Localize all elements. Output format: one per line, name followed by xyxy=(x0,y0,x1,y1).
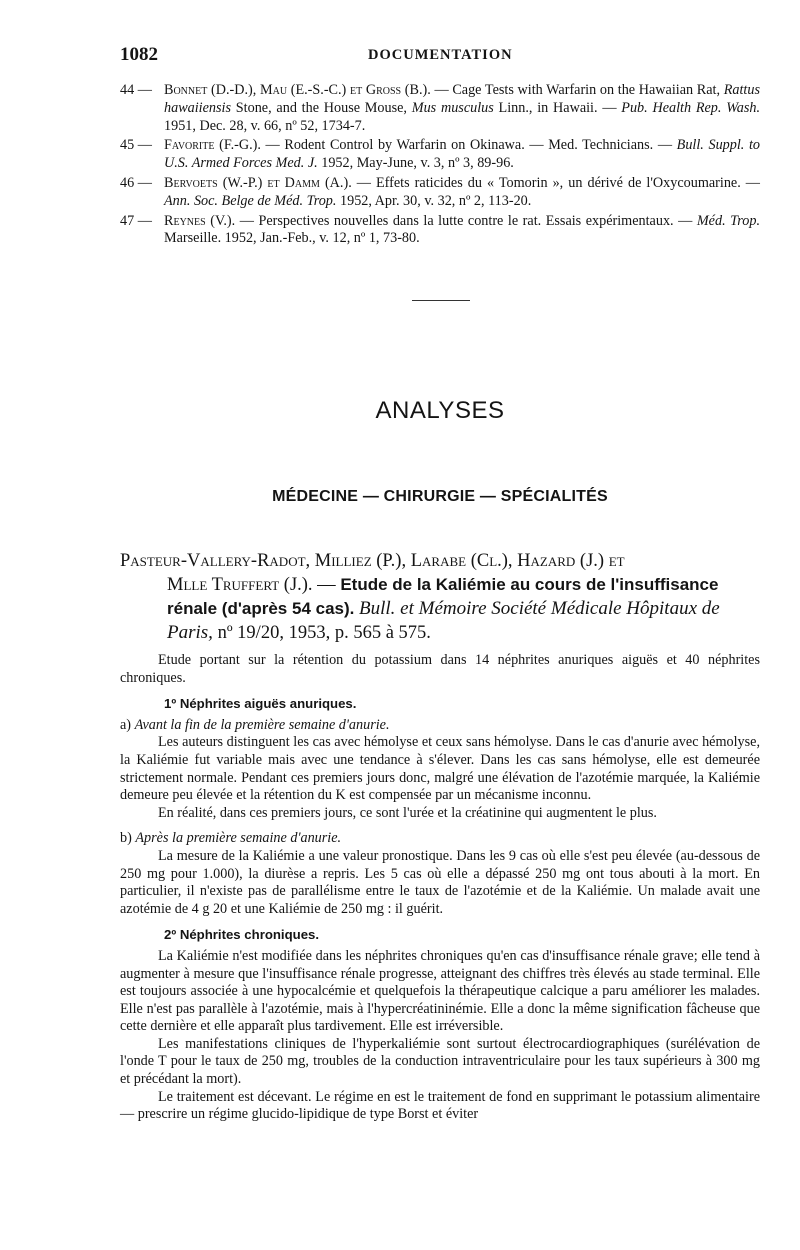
reference-number: 47 — xyxy=(120,212,152,229)
page-number: 1082 xyxy=(120,44,158,65)
reference-text: Reynes (V.). — Perspectives nouvelles dans la lutte contre le rat. Essais expérimentaux. — Méd. Trop. Marseille. 1952, Jan.-Feb., v. 12, nº 1, 73-80. xyxy=(164,212,760,247)
article-header xyxy=(120,550,760,645)
article-authors-line1: Pasteur-Vallery-Radot, Milliez (P.), Larabe (Cl.), Hazard (J.) et xyxy=(120,551,625,571)
reference-number: 46 — xyxy=(120,174,152,191)
reference-item xyxy=(120,137,760,173)
subsection-title: MÉDECINE — CHIRURGIE — SPÉCIALITÉS xyxy=(272,488,608,505)
section-divider xyxy=(412,300,470,301)
reference-authors: Reynes (V.). xyxy=(164,212,236,229)
reference-text: Favorite (F.-G.). — Rodent Control by Warfarin on Okinawa. — Med. Technicians. — Bull. Suppl. to U.S. Armed Forces Med. J. 1952, May-June, v. 3, nº 3, 89-96. xyxy=(164,137,760,172)
subheading-b: b) Après la première semaine d'anurie. xyxy=(120,830,342,847)
running-header xyxy=(120,44,760,68)
paragraph: Les manifestations cliniques de l'hyperkaliémie sont surtout électrocardiographiques (surélévation de l'onde T pour le taux de 250 mg, troubles de la conduction intraventriculaire pour les taux supérieurs à 300 mg et précédant la mort). xyxy=(120,1035,760,1088)
paragraph: La mesure de la Kaliémie a une valeur pronostique. Dans les 9 cas où elle s'est peu élevée (au-dessous de 250 mg pour 1.000), la diurèse a repris. Les 5 cas où elle a dépassé 250 mg ont tous abouti à la mort. En particulier, il n'existe pas de parallélisme entre le taux de l'azotémie et de la Kaliémie. Un malade avait une azotémie de 4 g 20 et une Kaliémie de 250 mg : il guérit. xyxy=(120,847,760,917)
heading-acute-nephritis: 1º Néphrites aiguës anuriques. xyxy=(164,696,357,712)
reference-number: 45 — xyxy=(120,137,152,154)
article-title: Etude de la Kaliémie au cours de l'insuffisance xyxy=(340,575,719,594)
reference-item xyxy=(120,213,760,249)
reference-authors: Bonnet (D.-D.), Mau (E.-S.-C.) et Gross (B.). xyxy=(164,82,431,98)
reference-list xyxy=(120,82,760,250)
paragraph: La Kaliémie n'est modifiée dans les néphrites chroniques qu'en cas d'insuffisance rénale grave; elle tend à augmenter à mesure que l'insuffisance rénale progresse, atteignant des chiffres très élevés au stade terminal. Elle est toujours associée à une hypocalcémie et quelquefois la thérapeutique calcique a paru améliorer les malades. Elle n'est pas parallèle à l'azotémie, mais à l'hypercréatininémie. Elle a donc la même signification fâcheuse que cette dernière et elle apparaît plus tardivement. Elle est irréversible. xyxy=(120,947,760,1035)
subheading-a: a) Avant la fin de la première semaine d'anurie. xyxy=(120,716,390,733)
reference-item xyxy=(120,82,760,135)
reference-text: Bervoets (W.-P.) et Damm (A.). — Effets raticides du « Tomorin », un dérivé de l'Oxycoumarine. — Ann. Soc. Belge de Méd. Trop. 1952, Apr. 30, v. 32, nº 2, 113-20. xyxy=(164,174,760,209)
reference-number: 44 — xyxy=(120,82,152,98)
reference-authors: Favorite (F.-G.). xyxy=(164,137,261,154)
paragraph: Les auteurs distinguent les cas avec hémolyse et ceux sans hémolyse. Dans le cas d'anurie avec hémolyse, la Kaliémie fut variable mais avec une tendance à s'élever. Dans les cas sans hémolyse, elle est demeurée strictement normale. Pendant ces premiers jours donc, malgré une élévation de l'azotémie marquée, la Kaliémie demeure peu élevée et la rétention du K est compensée par un mécanisme inconnu. xyxy=(120,734,760,804)
reference-authors: Bervoets (W.-P.) et Damm (A.). xyxy=(164,174,352,191)
running-title: DOCUMENTATION xyxy=(368,47,513,63)
article-journal: Bull. et Mémoire Société Médicale Hôpitaux de Paris, xyxy=(167,598,720,643)
article-reference: nº 19/20, 1953, p. 565 à 575. xyxy=(212,623,431,643)
reference-item xyxy=(120,175,760,211)
article-title-line2: rénale (d'après 54 cas). Bull. et Mémoire Société Médicale Hôpitaux de Paris, nº 19/20, 1953, p. 565 à 575. xyxy=(167,598,720,643)
article-body xyxy=(120,652,760,1124)
section-title: ANALYSES xyxy=(375,397,505,424)
paragraph: Le traitement est décevant. Le régime en est le traitement de fond en supprimant le potassium alimentaire — prescrire un régime glucido-lipidique de type Borst et éviter xyxy=(120,1088,760,1123)
article-authors-line2: Mlle Truffert (J.). — Etude de la Kaliémie au cours de l'insuffisance xyxy=(167,575,719,595)
heading-chronic-nephritis: 2º Néphrites chroniques. xyxy=(164,927,320,943)
intro-paragraph: Etude portant sur la rétention du potassium dans 14 néphrites anuriques aiguës et 40 néphrites chroniques. xyxy=(120,652,760,686)
reference-text: Bonnet (D.-D.), Mau (E.-S.-C.) et Gross (B.). — Cage Tests with Warfarin on the Hawaiian Rat, Rattus hawaiiensis Stone, and the House Mouse, Mus musculus Linn., in Hawaii. — Pub. Health Rep. Wash. 1951, Dec. 28, v. 66, nº 52, 1734-7. xyxy=(164,82,760,134)
paragraph: En réalité, dans ces premiers jours, ce sont l'urée et la créatinine qui augmentent le plus. xyxy=(158,804,657,821)
